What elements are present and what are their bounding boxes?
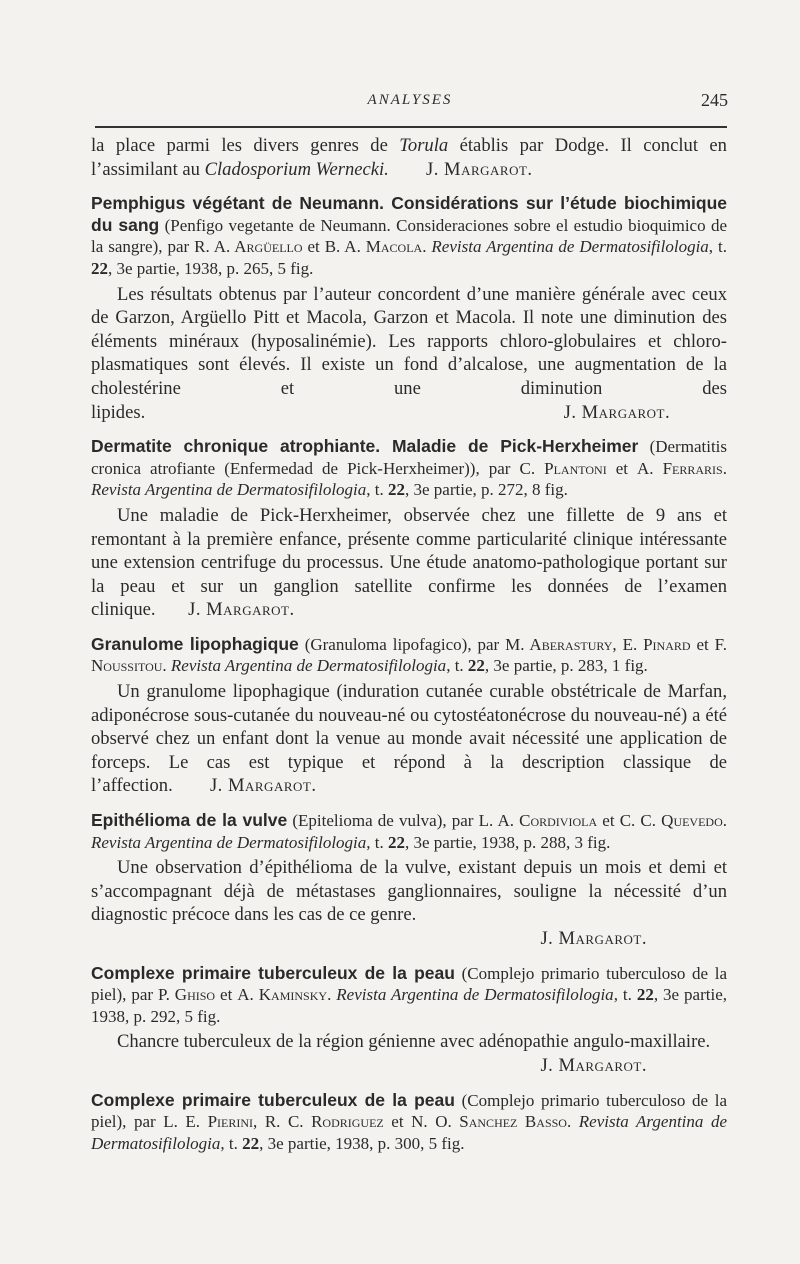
entry-reference: Complexe primaire tuberculeux de la peau (Complejo primario tuberculoso de la piel), par L. E. Pierini, R. C. Rodriguez et N. O. Sanchez Basso. Revista Argentina de Dermatosifilologia, t. 22, 3e partie, 1938, p. 300, 5 fig. (91, 1089, 727, 1153)
entry-body: Un granulome lipophagique (induration cutanée curable obstétricale de Marfan, adiponécrose sous-cutanée du nouveau-né ou cytostéatonécrose du nouveau-né) a été observé chez un enfant dont la venue au monde avait nécessité une application de forceps. Le cas est typique et répond à la description classique de l’affection. J. Margarot. (91, 681, 727, 797)
signature-line (91, 1054, 727, 1078)
entry-title: Pemphigus végétant de Neumann. Considérations sur l’étude biochimique du sang (91, 193, 727, 235)
volume-number: 22 (91, 258, 108, 278)
author: L. A. Cordiviola (478, 811, 598, 831)
genus-name: Torula (399, 135, 449, 156)
signature: J. Margarot. (540, 928, 647, 949)
author: M. Aberastury (505, 634, 613, 654)
author: L. E. Pierini (163, 1112, 254, 1132)
author: C. C. Quevedo (619, 811, 723, 831)
entry-body: Les résultats obtenus par l’auteur concordent d’une manière générale avec ceux de Garzon, Argüello Pitt et Macola, Garzon et Macola. Il note une diminution des éléments minéraux (hyposalinémie). Les rapports chloro-globulaires et chloro-plasmatiques sont élevés. Il existe un fond d’alcalose, une augmentation de la cholestérine et une diminution des lipides. J. Margarot. (91, 283, 727, 423)
entry-title: Dermatite chronique atrophiante. Maladie de Pick-Herxheimer (91, 436, 639, 457)
signature-line (91, 927, 727, 951)
signature: J. Margarot. (540, 1054, 647, 1076)
journal-name: Revista Argentina de Dermatosifilologia (91, 480, 367, 500)
entry-title: Complexe primaire tuberculeux de la peau (91, 1089, 455, 1110)
entry-reference: Dermatite chronique atrophiante. Maladie de Pick-Herxheimer (Dermatitis cronica atrofiante (Enfermedad de Pick-Herxheimer)), par C. Plantoni et A. Ferraris. Revista Argentina de Dermatosifilologia, t. 22, 3e partie, p. 272, 8 fig. (91, 436, 727, 500)
author: B. A. Macola (324, 237, 423, 257)
author: F. Noussitou (91, 634, 727, 676)
entry-body: Une observation d’épithélioma de la vulve, existant depuis un mois et demi et s’accompagnant déjà de métastases ganglionnaires, souligne la nécessité d’un diagnostic précoce dans les cas de ce genre. (91, 857, 727, 926)
entry-title: Epithélioma de la vulve (91, 810, 288, 831)
author: P. Ghiso (158, 985, 216, 1005)
entry-reference: Epithélioma de la vulve (Epitelioma de vulva), par L. A. Cordiviola et C. C. Quevedo. Revista Argentina de Dermatosifilologia, t. 22, 3e partie, 1938, p. 288, 3 fig. (91, 810, 728, 852)
author: A. Kaminsky (237, 985, 328, 1005)
volume-number: 22 (242, 1133, 260, 1153)
page-number: 245 (701, 90, 728, 110)
journal-name: Revista Argentina de Dermatosifilologia (336, 985, 614, 1005)
entry-reference: Complexe primaire tuberculeux de la peau (Complejo primario tuberculoso de la piel), par P. Ghiso et A. Kaminsky. Revista Argentina de Dermatosifilologia, t. 22, 3e partie, 1938, p. 292, 5 fig. (91, 962, 727, 1026)
entry-body: Une maladie de Pick-Herxheimer, observée chez une fillette de 9 ans et remontant à la première enfance, présente comme particularité clinique intéressante une extension centrifuge du processus. Une étude anatomo-pathologique portant sur la peau et sur un ganglion satellite confirme les données de l’examen clinique. J. Margarot. (91, 504, 727, 621)
header-rule (95, 126, 727, 128)
volume-number: 22 (388, 832, 406, 852)
entry-reference: Pemphigus végétant de Neumann. Considérations sur l’étude biochimique du sang (Penfigo vegetante de Neumann. Consideraciones sobre el estudio bioquimico de la sangre), par R. A. Argüello et B. A. Macola. Revista Argentina de Dermatosifilologia, t. 22, 3e partie, 1938, p. 265, 5 fig. (91, 193, 727, 278)
running-title: ANALYSES (367, 92, 453, 108)
journal-name: Revista Argentina de Dermatosifilologia (91, 1112, 727, 1153)
species-name: Cladosporium Wernecki. (204, 158, 389, 180)
entry-title: Complexe primaire tuberculeux de la peau (91, 962, 455, 983)
page-content (91, 134, 727, 1154)
author: C. Plantoni (519, 458, 607, 478)
entry-title: Granulome lipophagique (91, 633, 299, 654)
journal-name: Revista Argentina de Dermatosifilologia (170, 656, 447, 676)
author: A. Ferraris (637, 458, 723, 478)
page-header (92, 88, 728, 118)
author: R. A. Argüello (194, 237, 303, 257)
signature: J. Margarot. (188, 599, 295, 621)
author: N. O. Sanchez Basso (411, 1112, 567, 1132)
signature: J. Margarot. (563, 401, 671, 423)
signature: J. Margarot. (209, 775, 317, 797)
journal-name: Revista Argentina de Dermatosifilologia (91, 832, 367, 852)
volume-number: 22 (636, 985, 654, 1005)
author: R. C. Rodriguez (264, 1112, 384, 1132)
intro-paragraph: la place parmi les divers genres de Torula établis par Dodge. Il conclut en l’assimilant au Cladosporium Wernecki. J. Margarot. (91, 135, 727, 180)
author: E. Pinard (622, 634, 691, 654)
signature: J. Margarot. (426, 158, 533, 180)
entry-body: Chancre tuberculeux de la région génienne avec adénopathie angulo-maxillaire. (117, 1031, 711, 1053)
volume-number: 22 (388, 480, 406, 500)
entry-reference: Granulome lipophagique (Granuloma lipofagico), par M. Aberastury, E. Pinard et F. Noussitou. Revista Argentina de Dermatosifilologia, t. 22, 3e partie, p. 283, 1 fig. (91, 633, 727, 676)
journal-name: Revista Argentina de Dermatosifilologia (431, 237, 709, 257)
volume-number: 22 (467, 656, 485, 676)
